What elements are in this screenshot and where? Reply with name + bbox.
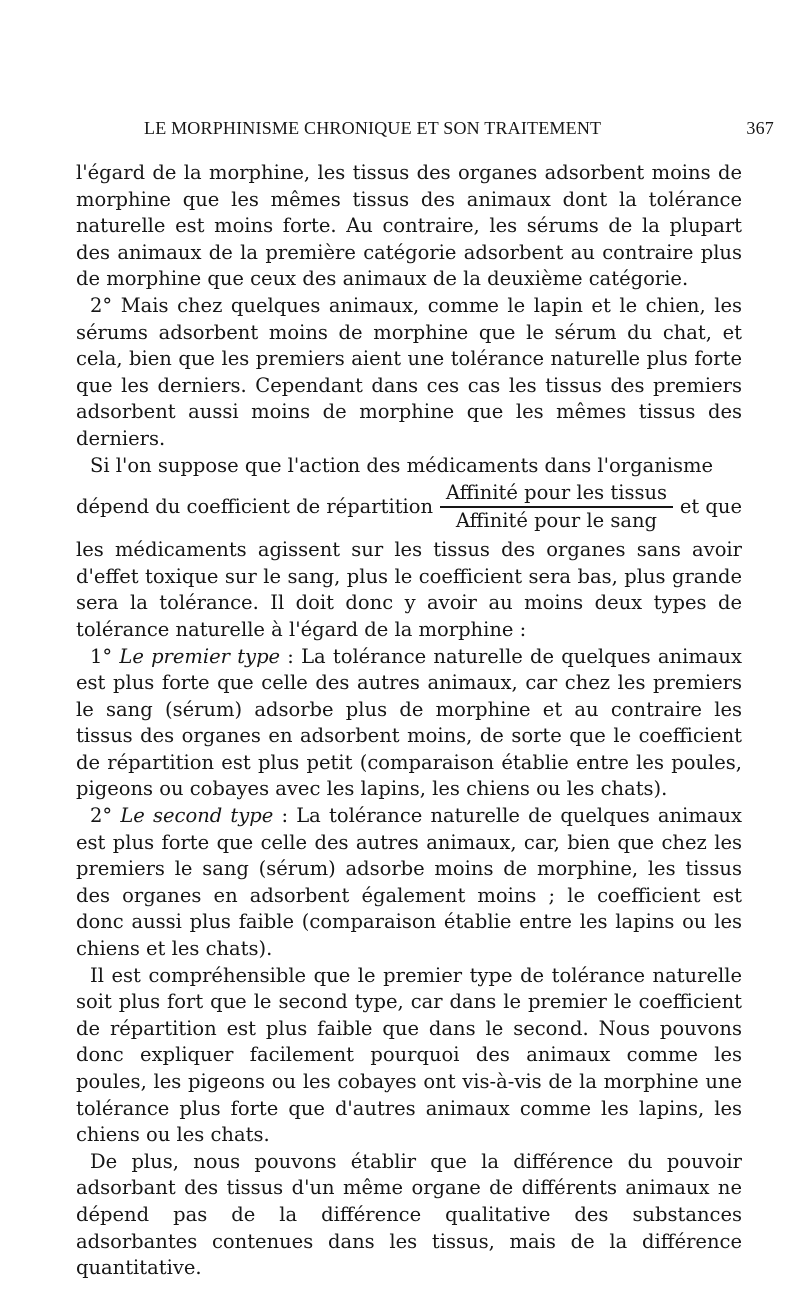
body-text: [76, 160, 742, 1282]
running-head-title: LE MORPHINISME CHRONIQUE ET SON TRAITEMENT: [144, 118, 602, 138]
paragraph-first-type: [76, 644, 742, 804]
fraction-denominator: Affinité pour le sang: [455, 509, 658, 533]
distribution-coefficient-fraction: [440, 481, 673, 533]
paragraph-2: 2° Mais chez quelques animaux, comme le lapin et le chien, les sérums adsorbent moins de morphine que le sérum du chat, et cela, bien que les premiers aient une tolérance naturelle plus forte que les derniers. Cependant dans ces cas les tissus des premiers adsorbent aussi moins de morphine que les mêmes tissus des derniers.: [76, 293, 742, 450]
formula-lead-text: dépend du coefficient de répartition: [76, 494, 434, 518]
paragraph-3-rest: les médicaments agissent sur les tissus des organes sans avoir d'effet toxique sur le sang, plus le coefficient sera bas, plus grande sera la tolérance. Il doit donc y avoir au moins deux types de tolérance naturelle à l'égard de la morphine :: [76, 538, 742, 641]
fraction-numerator: Affinité pour les tissus: [440, 481, 673, 508]
paragraph-1: l'égard de la morphine, les tissus des organes adsorbent moins de morphine que les mêmes tissus des animaux dont la tolérance naturelle est moins forte. Au contraire, les sérums de la plupart des animaux de la première catégorie adsorbent au contraire plus de morphine que ceux des animaux de la deuxième catégorie.: [76, 161, 742, 291]
first-type-number: 1°: [90, 644, 120, 668]
running-head: [144, 118, 774, 144]
paragraph-6: Il est compréhensible que le premier type de tolérance naturelle soit plus fort que le second type, car dans le premier le coefficient de répartition est plus faible que dans le second. Nous pouvons donc expliquer facilement pourquoi des animaux comme les poules, les pigeons ou les cobayes ont vis-à-vis de la morphine une tolérance plus forte que d'autres animaux comme les lapins, les chiens ou les chats.: [76, 963, 742, 1147]
second-type-text: : La tolérance naturelle de quelques animaux est plus forte que celle des autres animaux, car, bien que chez les premiers le sang (sérum) adsorbe moins de morphine, les tissus des organes en adsorbent également moins ; le coefficient est donc aussi plus faible (comparaison établie entre les lapins ou les chiens et les chats).: [76, 804, 742, 961]
second-type-term: Le second type: [120, 804, 274, 828]
page-number: 367: [746, 118, 774, 138]
first-type-term: Le premier type: [119, 644, 281, 668]
formula-line: [76, 475, 742, 539]
first-type-text: : La tolérance naturelle de quelques animaux est plus forte que celle des autres animaux, car chez les premiers le sang (sérum) adsorbe plus de morphine et au contraire les tissus des organes en adsorbent moins, de sorte que le coefficient de répartition est plus petit (comparaison établie entre les poules, pigeons ou cobayes avec les lapins, les chiens ou les chats).: [76, 644, 742, 801]
second-type-number: 2°: [90, 804, 121, 828]
paragraph-3-intro: Si l'on suppose que l'action des médicaments dans l'organisme: [90, 453, 714, 477]
paragraph-7: De plus, nous pouvons établir que la différence du pouvoir adsorbant des tissus d'un même organe de différents animaux ne dépend pas de la différence qualitative des substances adsorbantes contenues dans les tissus, mais de la différence quantitative.: [76, 1149, 742, 1280]
formula-trail-text: et que: [679, 494, 742, 518]
paragraph-second-type: [76, 803, 742, 963]
